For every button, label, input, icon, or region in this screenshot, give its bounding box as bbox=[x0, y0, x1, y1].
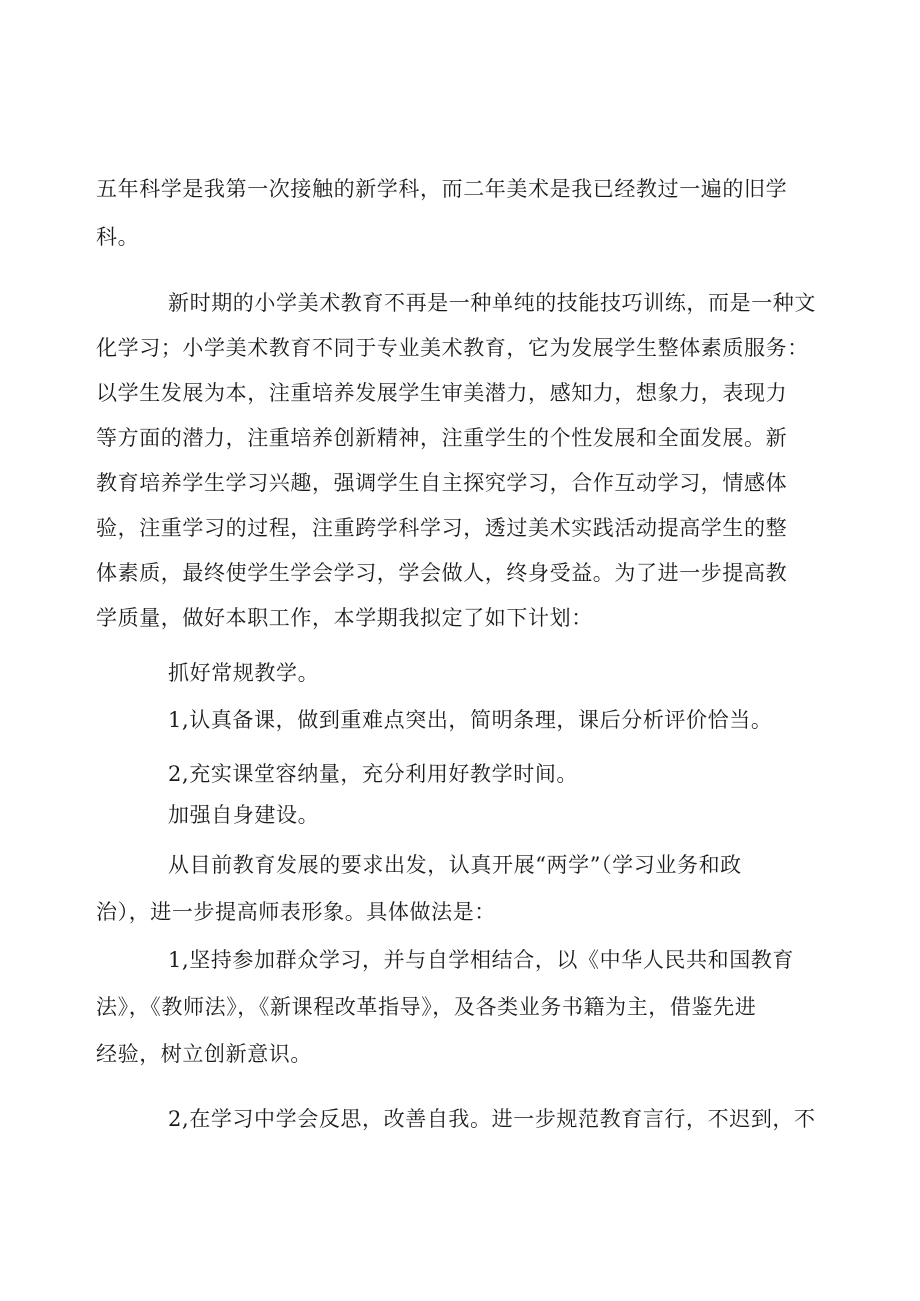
text-line: 以学生发展为本，注重培养发展学生审美潜力，感知力，想象力，表现力 bbox=[96, 381, 788, 405]
text-line: 五年科学是我第一次接触的新学科，而二年美术是我已经教过一遍的旧学 bbox=[96, 177, 788, 201]
list-item: 1,认真备课，做到重难点突出，简明条理，课后分析评价恰当。 bbox=[168, 708, 773, 732]
section-heading: 加强自身建设。 bbox=[168, 803, 320, 827]
text-line: 治），进一步提高师表形象。具体做法是： bbox=[96, 900, 496, 924]
text-line: 等方面的潜力，注重培养创新精神，注重学生的个性发展和全面发展。新 bbox=[96, 426, 788, 450]
section-heading: 抓好常规教学。 bbox=[168, 661, 320, 685]
list-item: 2,在学习中学会反思，改善自我。进一步规范教育言行，不迟到，不 bbox=[168, 1107, 816, 1131]
list-item: 2,充实课堂容纳量，充分利用好教学时间。 bbox=[168, 762, 579, 786]
text-line: 化学习；小学美术教育不同于专业美术教育，它为发展学生整体素质服务： bbox=[96, 336, 809, 360]
text-line: 验，注重学习的过程，注重跨学科学习，透过美术实践活动提高学生的整 bbox=[96, 516, 788, 540]
text-line: 科。 bbox=[96, 225, 140, 249]
text-line: 体素质，最终使学生学会学习，学会做人，终身受益。为了进一步提高教 bbox=[96, 561, 788, 585]
text-line: 经验，树立创新意识。 bbox=[96, 1042, 312, 1066]
text-line: 从目前教育发展的要求出发，认真开展“两学”（学习业务和政 bbox=[168, 853, 742, 877]
text-line: 学质量，做好本职工作，本学期我拟定了如下计划： bbox=[96, 606, 593, 630]
text-line: 教育培养学生学习兴趣，强调学生自主探究学习，合作互动学习，情感体 bbox=[96, 471, 788, 495]
text-line: 新时期的小学美术教育不再是一种单纯的技能技巧训练，而是一种文 bbox=[168, 291, 816, 315]
list-item: 1,坚持参加群众学习，并与自学相结合，以《中华人民共和国教育 bbox=[168, 948, 795, 972]
text-line: 法》，《教师法》，《新课程改革指导》，及各类业务书籍为主，借鉴先进 bbox=[96, 995, 757, 1019]
